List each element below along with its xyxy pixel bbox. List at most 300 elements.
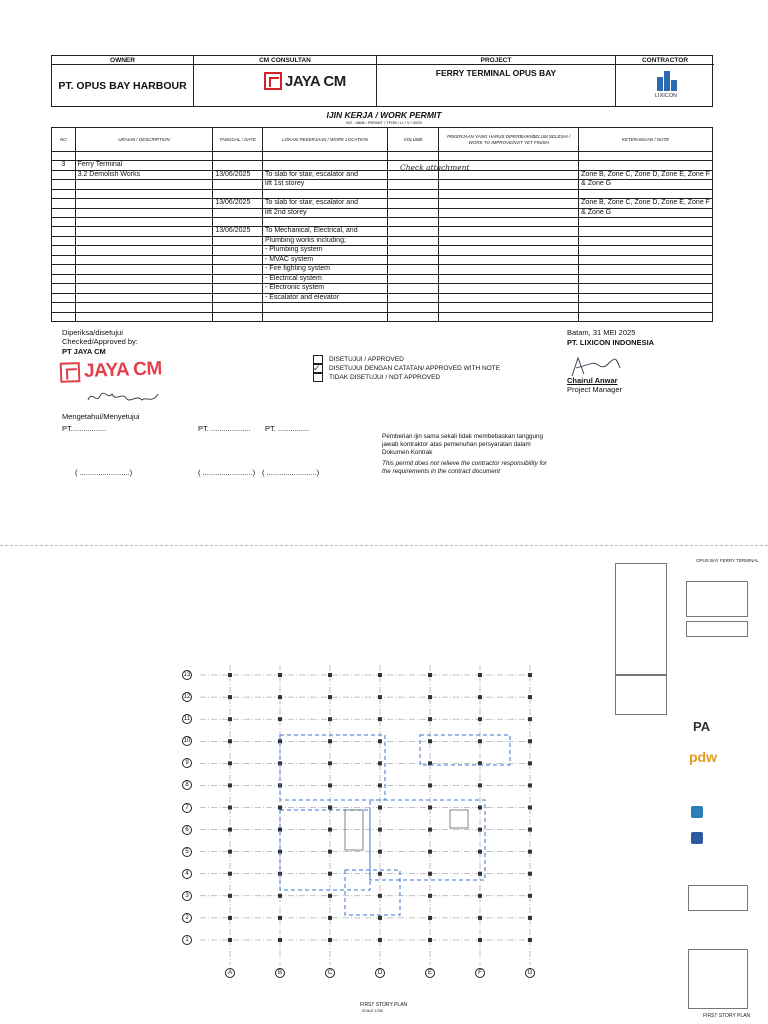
jaya-cm-logo-text: JAYA CM [285,72,346,90]
cell-volume [388,293,439,303]
cell-no: 3 [52,161,76,171]
cell-location: - MVAC system [262,255,387,265]
cell-note [579,255,713,265]
grid-col-label: A [225,968,235,978]
column-mark [478,673,482,677]
cell-note [579,218,713,227]
cell-date: 13/06/2025 [213,199,263,209]
cell-volume [388,246,439,256]
stamp-text: JAYA CM [83,358,163,382]
consultant-logo-icon [691,806,703,818]
cell-date [213,208,263,218]
cell-work-to-improve [439,255,579,265]
column-mark [328,717,332,721]
cell-volume [388,312,439,321]
cm-cell [194,56,377,106]
column-mark [478,695,482,699]
column-mark [278,806,282,810]
table-row [52,152,713,161]
table-row [52,180,713,190]
grid-row-label: 8 [182,780,192,790]
cell-date [213,303,263,312]
cell-date [213,284,263,294]
col-header-work-to-improve: PEKERJAAN YANG HARUS DIPERBAIKI/BELUM SELESAI / WORK TO IMPROVE/NOT YET FINISH [439,128,579,152]
cell-work-to-improve [439,293,579,303]
contractor-label: CONTRACTOR [616,56,714,65]
column-mark [528,828,532,832]
cell-note [579,284,713,294]
table-row [52,236,713,246]
cell-volume [388,218,439,227]
grid-row-label: 5 [182,847,192,857]
cell-work-to-improve [439,265,579,275]
checked-by-en: Checked/Approved by: [62,337,138,346]
handwritten-note: Check attachment [400,163,470,172]
column-mark [478,916,482,920]
cell-volume [388,189,439,198]
owner-name: PT. OPUS BAY HARBOUR [58,80,187,92]
stair-core [345,810,363,850]
cell-no [52,170,76,180]
cell-note [579,312,713,321]
column-mark [228,673,232,677]
known-by-label: Mengetahui/Menyetujui [62,412,140,421]
column-mark [328,783,332,787]
project-cell [377,56,616,106]
consultant-logo-2-icon [691,832,703,844]
cell-description [75,274,213,284]
grid-col-label: C [325,968,335,978]
disclaimer-en-1: This permit does not relieve the contractor responsibility for [382,460,547,467]
grid-row-label: 6 [182,825,192,835]
cell-no [52,227,76,237]
column-mark [278,717,282,721]
grid-row-label: 10 [183,738,191,745]
column-mark [478,783,482,787]
column-mark [278,894,282,898]
column-mark [228,761,232,765]
col-header-note: KETERANGAN / NOTE [579,128,713,152]
column-mark [528,916,532,920]
cell-work-to-improve [439,189,579,198]
column-mark [228,850,232,854]
column-mark [328,938,332,942]
column-mark [528,673,532,677]
grid-col-label: D [375,968,385,978]
cell-volume [388,180,439,190]
cell-description [75,208,213,218]
cell-note [579,293,713,303]
cell-work-to-improve [439,236,579,246]
column-mark [478,938,482,942]
permit-number: NO : 0808 / PERMIT / TFOB / LI / V / 2025 [346,120,422,125]
table-row [52,199,713,209]
cell-work-to-improve [439,246,579,256]
grid-row-label: 2 [182,913,192,923]
column-mark [528,695,532,699]
demolish-zone-outline [280,735,385,800]
column-mark [328,806,332,810]
cell-work-to-improve [439,180,579,190]
cell-description [75,265,213,275]
cell-location: lift 1st storey [262,180,387,190]
cell-volume [388,236,439,246]
cell-work-to-improve [439,218,579,227]
place-date: Batam, 31 MEI 2025 [567,328,636,337]
cell-location: Plumbing works including; [262,236,387,246]
col-header-date: TANGGAL / DATE [213,128,263,152]
pm-name: Chairul Anwar [567,376,618,385]
permit-header [51,55,713,107]
sheet-divider [0,545,768,546]
column-mark [428,872,432,876]
cell-location: lift 2nd storey [262,208,387,218]
cell-no [52,293,76,303]
cell-location [262,189,387,198]
revision-table [615,563,667,675]
column-mark [478,872,482,876]
column-mark [328,916,332,920]
disclaimer-id-3: Dokumen Kontrak [382,449,433,456]
table-row [52,227,713,237]
cell-note [579,246,713,256]
column-mark [428,673,432,677]
table-row [52,312,713,321]
cell-description [75,312,213,321]
signatory-blank-2: ( ........................) [198,468,256,477]
cell-no [52,265,76,275]
cell-work-to-improve [439,227,579,237]
cell-description [75,236,213,246]
cell-date: 13/06/2025 [213,227,263,237]
grid-col-label: B [275,968,285,978]
column-mark [478,717,482,721]
cell-volume [388,199,439,209]
column-mark [228,938,232,942]
cell-date [213,152,263,161]
cell-note [579,189,713,198]
checker-signature-icon [86,388,166,406]
col-header-location: LOKASI PEKERJAAN / WORK LOCATION [262,128,387,152]
cell-description [75,303,213,312]
cell-description [75,246,213,256]
table-row [52,170,713,180]
column-mark [478,806,482,810]
jaya-cm-stamp [60,358,163,384]
column-mark [278,916,282,920]
pa-logo: PA [693,719,711,734]
cell-note: & Zone G [579,180,713,190]
contractor-company: PT. LIXICON INDONESIA [567,338,655,347]
column-mark [428,850,432,854]
cell-location: - Plumbing system [262,246,387,256]
cell-location: - Electrical system [262,274,387,284]
disclaimer-id-1: Pemberian ijin sama sekali tidak membebaskan tanggung [382,433,544,440]
table-row [52,293,713,303]
table-row [52,274,713,284]
cell-description [75,293,213,303]
checked-by-company: PT JAYA CM [62,347,106,356]
cell-volume [388,152,439,161]
column-mark [528,872,532,876]
check-mark-icon: ✓ [313,363,321,373]
table-row [52,161,713,171]
cell-date [213,255,263,265]
signatory-pt-1: PT................. [62,424,107,433]
cell-note: & Zone G [579,208,713,218]
cell-work-to-improve [439,152,579,161]
cell-date [213,180,263,190]
cell-note [579,161,713,171]
cell-note: Zone B, Zone C, Zone D, Zone E, Zone F [579,170,713,180]
cell-location [262,303,387,312]
cell-no [52,152,76,161]
cell-volume [388,265,439,275]
cell-date [213,265,263,275]
stamp-mark-icon [60,362,81,383]
column-mark [328,739,332,743]
cell-location: - Fire fighting system [262,265,387,275]
cell-date [213,312,263,321]
cell-work-to-improve [439,312,579,321]
column-mark [228,739,232,743]
cell-date: 13/06/2025 [213,170,263,180]
cell-no [52,218,76,227]
column-mark [278,828,282,832]
owner-cell [52,56,194,106]
permit-title: IJIN KERJA / WORK PERMIT [326,110,442,120]
column-mark [378,739,382,743]
grid-col-label: F [475,968,485,978]
grid-row-label: 1 [182,935,192,945]
column-mark [478,850,482,854]
checked-by-id: Diperiksa/disetujui [62,328,123,337]
column-mark [378,717,382,721]
cell-no [52,274,76,284]
sheet-status-box [688,885,748,911]
cell-work-to-improve [439,208,579,218]
column-mark [328,850,332,854]
cell-no [52,246,76,256]
table-header-row [52,128,713,152]
column-mark [528,938,532,942]
grid-row-label: 9 [182,758,192,768]
grid-col-label: G [525,968,535,978]
cell-note [579,236,713,246]
table-row [52,208,713,218]
jaya-cm-logo [264,72,346,90]
column-mark [378,761,382,765]
column-mark [228,783,232,787]
approval-log-box [688,949,748,1009]
plan-scale: SCALE 1:250 [362,1009,384,1013]
cell-date [213,161,263,171]
cell-no [52,312,76,321]
cell-no [52,189,76,198]
cell-work-to-improve [439,274,579,284]
table-row [52,189,713,198]
cell-description [75,189,213,198]
grid-row-label: 13 [183,672,191,678]
grid-row-label: 7 [182,803,192,813]
cell-no [52,284,76,294]
demolish-zone-outline [345,870,400,915]
lixicon-logo-icon [654,69,678,99]
cell-no [52,255,76,265]
cell-note [579,274,713,284]
table-row [52,303,713,312]
column-mark [528,850,532,854]
cell-date [213,218,263,227]
cell-volume [388,255,439,265]
col-header-no: NO [52,128,76,152]
column-mark [378,850,382,854]
signatory-blank-3: ( ........................) [262,468,320,477]
column-mark [378,938,382,942]
column-mark [278,938,282,942]
column-mark [428,938,432,942]
column-mark [228,806,232,810]
column-mark [528,739,532,743]
column-mark [228,717,232,721]
pdw-logo: pdw [689,749,717,765]
column-mark [478,739,482,743]
cell-description [75,255,213,265]
cell-location [262,161,387,171]
grid-row-label: 11 [183,716,191,723]
cell-location [262,218,387,227]
column-mark [428,916,432,920]
approved-with-note-label: DISETUJUI DENGAN CATATAN/ APPROVED WITH NOTE [329,365,501,372]
cell-volume [388,227,439,237]
cell-date [213,236,263,246]
cell-description [75,218,213,227]
column-mark [228,894,232,898]
cell-location: - Escalator and elevator [262,293,387,303]
cell-no [52,236,76,246]
column-mark [378,828,382,832]
signatory-pt-2: PT. ................... [198,424,251,433]
cell-volume [388,274,439,284]
demolish-zone-outline [420,735,510,765]
column-mark [278,673,282,677]
cell-description: Ferry Terminal [75,161,213,171]
column-mark [428,739,432,743]
column-mark [378,894,382,898]
column-mark [378,695,382,699]
disclaimer-id-2: jawab kontraktor atas pemenuhan persyaratan dalam [382,441,531,448]
not-approved-checkbox[interactable] [313,373,323,382]
pm-title: Project Manager [567,385,623,394]
lixicon-bar-3 [671,80,677,91]
table-row [52,246,713,256]
contractor-cell [616,56,714,106]
cell-location [262,312,387,321]
column-mark [428,783,432,787]
cell-work-to-improve [439,284,579,294]
column-mark [328,894,332,898]
cell-note [579,303,713,312]
cell-description [75,152,213,161]
disclaimer-en-2: the requirements in the contract document [382,468,500,475]
not-approved-label: TIDAK DISETUJUI / NOT APPROVED [329,374,441,381]
titleblock-project: OPUS BAY FERRY TERMINAL [696,558,759,563]
column-mark [428,695,432,699]
table-row [52,218,713,227]
column-mark [478,828,482,832]
column-mark [478,894,482,898]
column-mark [378,872,382,876]
jaya-cm-mark-icon [264,72,282,90]
column-mark [228,828,232,832]
grid-row-label: 3 [182,891,192,901]
cell-no [52,303,76,312]
floor-plan-svg [170,660,540,980]
cell-date [213,293,263,303]
table-row [52,284,713,294]
column-mark [428,806,432,810]
column-mark [428,894,432,898]
owner-label: OWNER [52,56,193,65]
cell-volume [388,208,439,218]
cell-location: To slab for stair, escalator and [262,199,387,209]
cell-no [52,208,76,218]
column-mark [528,717,532,721]
cell-no [52,199,76,209]
cell-note [579,265,713,275]
project-owner-box [686,581,748,617]
cell-description [75,180,213,190]
column-mark [328,828,332,832]
cell-location: - Electronic system [262,284,387,294]
lixicon-bar-1 [657,77,663,91]
column-mark [328,673,332,677]
cell-note: Zone B, Zone C, Zone D, Zone E, Zone F [579,199,713,209]
cell-volume [388,303,439,312]
column-mark [528,806,532,810]
cell-volume [388,284,439,294]
column-mark [528,761,532,765]
cell-no [52,180,76,190]
table-row [52,255,713,265]
column-mark [228,695,232,699]
grid-row-label: 12 [183,694,191,701]
cell-location: To slab for stair, escalator and [262,170,387,180]
first-story-plan-drawing [0,545,768,1024]
cell-location [262,152,387,161]
grid-row-label: 4 [182,869,192,879]
project-name: FERRY TERMINAL OPUS BAY [435,68,557,78]
table-row [52,265,713,275]
approved-label: DISETUJUI / APPROVED [329,356,404,363]
cell-date [213,246,263,256]
cell-date [213,189,263,198]
cell-description: 3.2 Demolish Works [75,170,213,180]
lift-core [450,810,468,828]
plan-title: FIRST STORY PLAN [360,1002,408,1008]
column-mark [378,783,382,787]
cell-description [75,199,213,209]
column-mark [528,783,532,787]
cell-location: To Mechanical, Electrical, and [262,227,387,237]
grid-col-label: E [425,968,435,978]
column-mark [378,806,382,810]
column-mark [528,894,532,898]
column-mark [278,695,282,699]
work-permit-table [51,127,713,322]
general-notes-box [615,675,667,715]
column-mark [428,717,432,721]
